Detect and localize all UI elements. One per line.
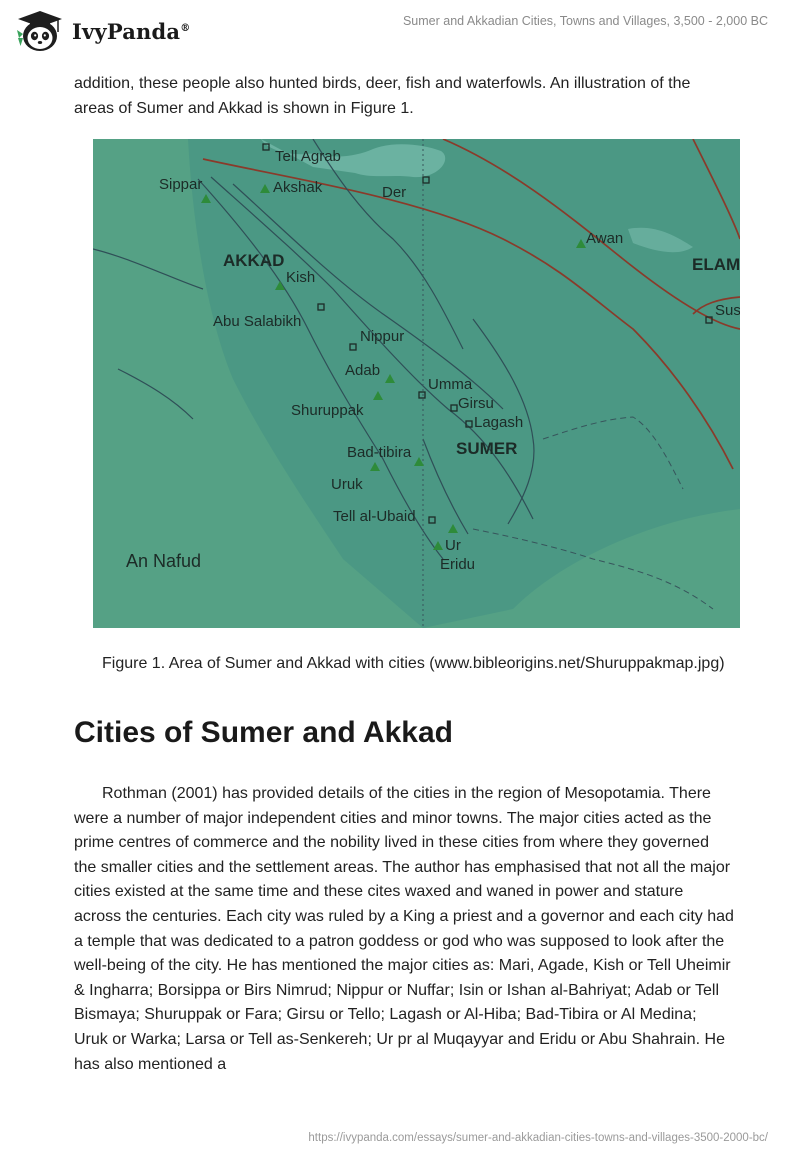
map-label-nippur: Nippur (360, 328, 405, 345)
section-heading: Cities of Sumer and Akkad (74, 716, 453, 749)
map-label-eridu: Eridu (440, 556, 476, 573)
map-label-akshak: Akshak (273, 179, 323, 196)
map-label-umma: Umma (428, 376, 473, 393)
intro-paragraph: addition, these people also hunted birds, deer, fish and waterfowls. An illustration of the areas of Sumer and Akkad is shown in Figure 1. (74, 75, 691, 117)
map-label-bad-tibira: Bad-tibira (347, 444, 412, 461)
sumer-akkad-map-figure (93, 139, 740, 628)
source-url-link[interactable]: https://ivypanda.com/essays/sumer-and-akkadian-cities-towns-and-villages-3500-2000-bc/ (308, 1132, 768, 1144)
map-label-sumer: SUMER (456, 439, 518, 458)
map-label-tell-al-ubaid: Tell al-Ubaid (333, 508, 416, 525)
map-image (93, 139, 740, 628)
brand-logo[interactable] (14, 8, 190, 54)
map-label-girsu: Girsu (458, 395, 494, 412)
map-label-awan: Awan (586, 230, 624, 247)
body-paragraph: Rothman (2001) has provided details of the cities in the region of Mesopotamia. There were a number of major independent cities and minor towns. The major cities acted as the prime centres of commerce and the nobility lived in these cities from where they governed the smaller cities and the settlement areas. The author has emphasised that not all the major cities existed at the same time and these cites waxed and waned in power and stature across the centuries. Each city was ruled by a King a priest and a governor and each city had a temple that was dedicated to a patron goddess or god who was supposed to look after the well-being of the city. He has mentioned the major cities as: Mari, Agade, Kish or Tell Uheimir & Ingharra; Borsippa or Birs Nimrud; Nippur or Nuffar; Isin or Ishan al-Bahriyat; Adab or Tell Bismaya; Shuruppak or Fara; Girsu or Tello; Lagash or Al-Hiba; Bad-Tibira or Al Medina; Uruk or Warka; Larsa or Tell as-Senkereh; Ur pr al Muqayyar and Eridu or Abu Shahrain. He has also mentioned a (74, 785, 734, 1073)
map-label-sippar: Sippar (159, 176, 203, 193)
map-label-kish: Kish (286, 269, 316, 286)
panda-graduate-icon (14, 8, 66, 54)
map-label-shuruppak: Shuruppak (291, 402, 364, 419)
figure-caption: Figure 1. Area of Sumer and Akkad with cities (www.bibleorigins.net/Shuruppakmap.jpg) (102, 655, 725, 672)
map-label-lagash: Lagash (474, 414, 524, 431)
map-label-tell-agrab: Tell Agrab (275, 148, 341, 165)
brand-name: IvyPanda® (72, 18, 191, 44)
map-label-abu-salabikh: Abu Salabikh (213, 313, 302, 330)
map-label-adab: Adab (345, 362, 381, 379)
map-label-uruk: Uruk (331, 476, 363, 493)
map-label-an-nafud: An Nafud (126, 551, 202, 571)
map-label-ur: Ur (445, 537, 461, 554)
map-label-akkad: AKKAD (223, 251, 285, 270)
map-label-sus: Sus (715, 302, 740, 319)
page-header (0, 0, 800, 60)
document-title: Sumer and Akkadian Cities, Towns and Villages, 3,500 - 2,000 BC (402, 14, 768, 28)
map-label-elam: ELAM (692, 255, 740, 274)
map-label-der: Der (382, 184, 407, 201)
